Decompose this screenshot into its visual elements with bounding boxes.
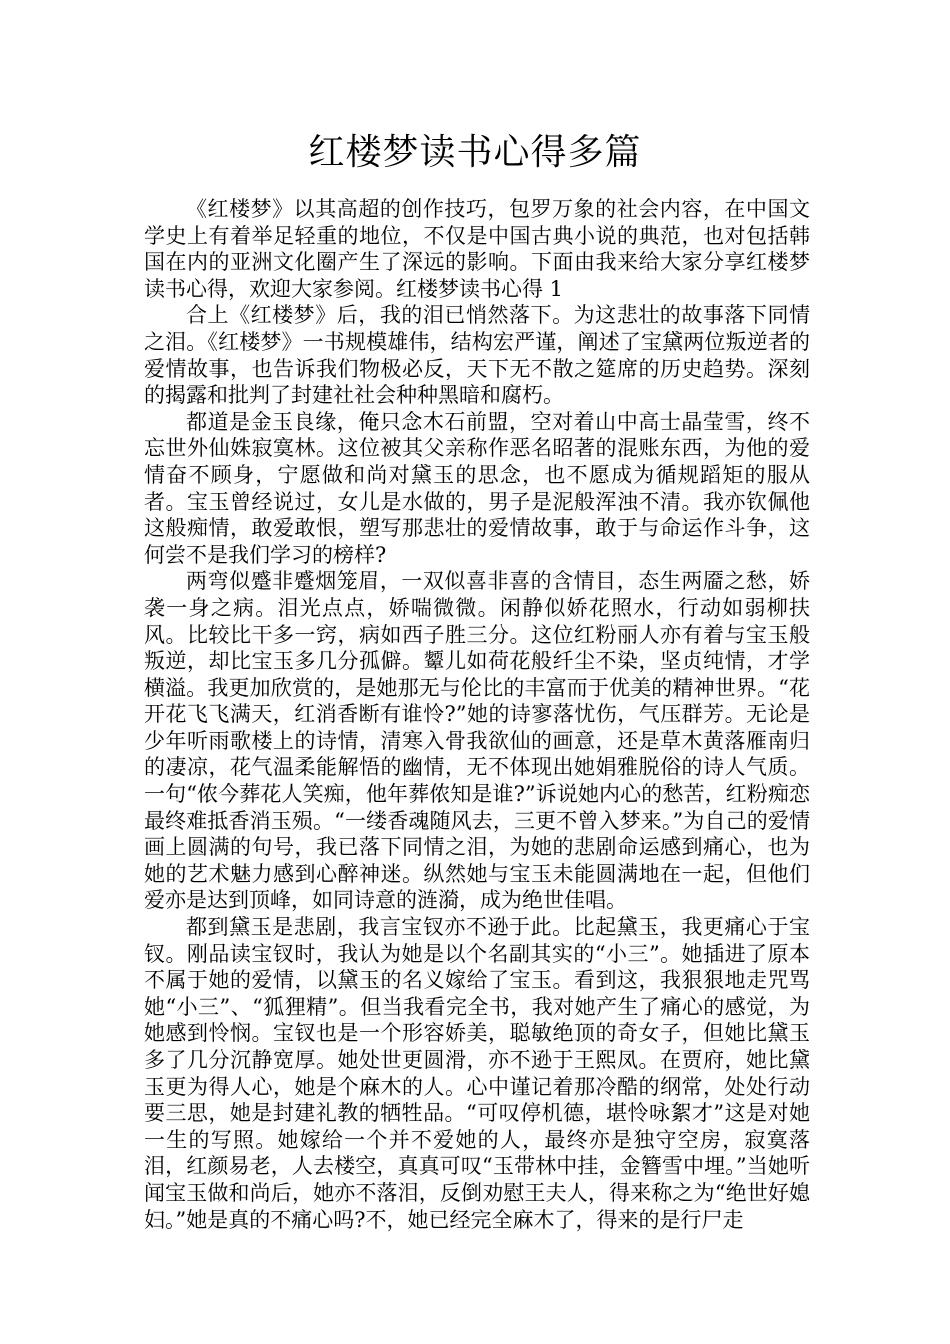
document-title: 红楼梦读书心得多篇	[308, 132, 642, 173]
paragraph-intro: 《红楼梦》以其高超的创作技巧，包罗万象的社会内容，在中国文学史上有着举足轻重的地位，不仅是中国古典小说的典范，也对包括韩国在内的亚洲文化圈产生了深远的影响。下面由我来给大家分享红楼梦读书心得，欢迎大家参阅。红楼梦读书心得 1	[144, 197, 810, 301]
paragraph-baochai: 都到黛玉是悲剧，我言宝钗亦不逊于此。比起黛玉，我更痛心于宝钗。刚品读宝钗时，我认为她是以个名副其实的“小三”。她插进了原本不属于她的爱情，以黛玉的名义嫁给了宝玉。看到这，我狠狠地走咒骂她“小三”、“狐狸精”。但当我看完全书，我对她产生了痛心的感觉，为她感到怜悯。宝钗也是一个形容娇美，聪敏绝顶的奇女子，但她比黛玉多了几分沉静宽厚。她处世更圆滑，亦不逊于王熙凤。在贾府，她比黛玉更为得人心，她是个麻木的人。心中谨记着那冷酷的纲常，处处行动要三思，她是封建礼教的牺牲品。“可叹停机德，堪怜咏絮才”这是对她一生的写照。她嫁给一个并不爱她的人，最终亦是独守空房，寂寞落泪，红颜易老，人去楼空，真真可叹“玉带林中挂，金簪雪中埋。”当她听闻宝玉做和尚后，她亦不落泪，反倒劝慰王夫人，得来称之为“绝世好媳妇。”她是真的不痛心吗?不，她已经完全麻木了，得来的是行尸走	[144, 915, 810, 1232]
paragraph-baoyu: 都道是金玉良缘，俺只念木石前盟，空对着山中高士晶莹雪，终不忘世外仙姝寂寞林。这位被其父亲称作恶名昭著的混账东西，为他的爱情奋不顾身，宁愿做和尚对黛玉的思念，也不愿成为循规蹈矩的服从者。宝玉曾经说过，女儿是水做的，男子是泥般浑浊不清。我亦钦佩他这般痴情，敢爱敢恨，塑写那悲壮的爱情故事，敢于与命运作斗争，这何尝不是我们学习的榜样?	[144, 409, 810, 567]
paragraph-closing-book: 合上《红楼梦》后，我的泪已悄然落下。为这悲壮的故事落下同情之泪。《红楼梦》一书规模雄伟，结构宏严谨，阐述了宝黛两位叛逆者的爱情故事，也告诉我们物极必反，天下无不散之筵席的历史趋势。深刻的揭露和批判了封建社社会种种黑暗和腐朽。	[144, 303, 810, 408]
paragraph-daiyu: 两弯似蹙非蹙烟笼眉，一双似喜非喜的含情目，态生两靥之愁，娇袭一身之病。泪光点点，娇喘微微。闲静似娇花照水，行动如弱柳扶风。比较比干多一窍，病如西子胜三分。这位红粉丽人亦有着与宝玉般叛逆，却比宝玉多几分孤僻。颦儿如荷花般纤尘不染，坚贞纯情，才学横溢。我更加欣赏的，是她那无与伦比的丰富而于优美的精神世界。“花开花飞飞满天，红消香断有谁怜?”她的诗寥落忧伤，气压群芳。无论是少年听雨歌楼上的诗情，清寒入骨我欲仙的画意，还是草木黄落雁南归的凄凉，花气温柔能解悟的幽情，无不体现出她娟雅脱俗的诗人气质。一句“侬今葬花人笑痴，他年葬侬知是谁?”诉说她内心的愁苦，红粉痴恋最终难抵香消玉殒。“一缕香魂随风去，三更不曾入梦来。”为自己的爱情画上圆满的句号，我已落下同情之泪，为她的悲剧命运感到痛心，也为她的艺术魅力感到心醉神迷。纵然她与宝玉未能圆满地在一起，但他们爱亦是达到顶峰，如同诗意的涟漪，成为绝世佳唱。	[144, 569, 810, 913]
document-body	[144, 196, 810, 1233]
